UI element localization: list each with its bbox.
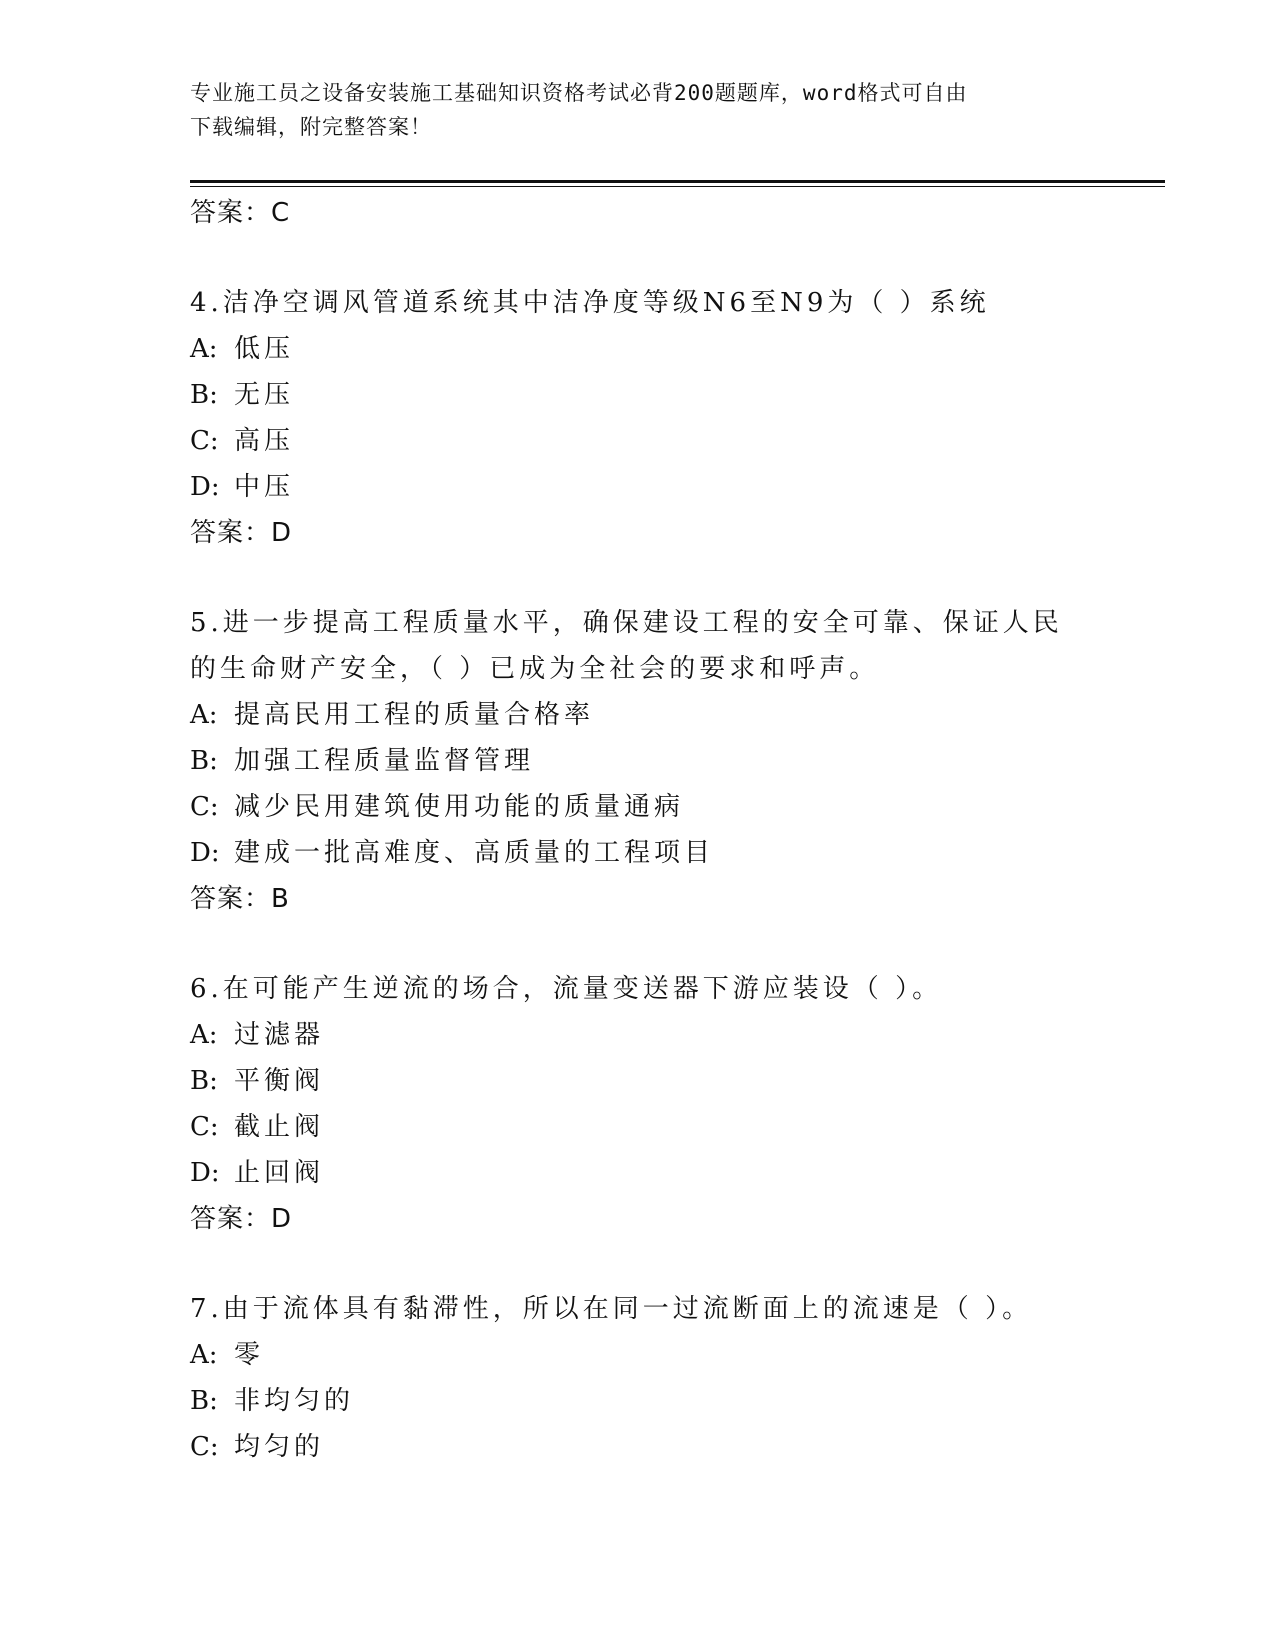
answer-line: 答案：D — [190, 518, 293, 548]
option-letter: B: — [190, 746, 218, 776]
option-b — [190, 372, 1090, 418]
option-text: 无压 — [234, 380, 295, 410]
option-text: 平衡阀 — [234, 1066, 325, 1096]
option-letter: A: — [190, 1340, 218, 1370]
header-rule-thick — [190, 180, 1165, 183]
question-text: 5.进一步提高工程质量水平，确保建设工程的安全可靠、保证人民的生命财产安全，（ ）已成为全社会的要求和呼声。 — [190, 608, 1063, 684]
option-text: 建成一批高难度、高质量的工程项目 — [234, 838, 715, 868]
option-b — [190, 738, 1090, 784]
option-text: 低压 — [234, 334, 295, 364]
option-letter: B: — [190, 380, 218, 410]
option-text: 高压 — [234, 426, 295, 456]
question-list — [190, 190, 1090, 1470]
option-text: 过滤器 — [234, 1020, 325, 1050]
option-letter: B: — [190, 1386, 218, 1416]
option-b — [190, 1058, 1090, 1104]
document-header — [190, 76, 1070, 144]
question-block — [190, 280, 1090, 556]
question-text: 7.由于流体具有黏滞性，所以在同一过流断面上的流速是（ ）。 — [190, 1294, 1033, 1324]
question-block — [190, 1286, 1090, 1470]
option-a — [190, 1332, 1090, 1378]
option-text: 加强工程质量监督管理 — [234, 746, 535, 776]
answer-line: 答案：C — [190, 198, 291, 228]
header-line-2: 下载编辑，附完整答案！ — [190, 115, 432, 139]
option-a — [190, 1012, 1090, 1058]
option-c — [190, 784, 1090, 830]
answer-line: 答案：B — [190, 884, 290, 914]
option-text: 中压 — [234, 472, 295, 502]
question-text: 4.洁净空调风管道系统其中洁净度等级N6至N9为（ ）系统 — [190, 288, 990, 318]
option-text: 提高民用工程的质量合格率 — [234, 700, 595, 730]
option-letter: C: — [190, 792, 219, 822]
answer-line: 答案：D — [190, 1204, 293, 1234]
option-letter: B: — [190, 1066, 218, 1096]
question-block — [190, 966, 1090, 1242]
option-d — [190, 830, 1090, 876]
header-line-1: 专业施工员之设备安装施工基础知识资格考试必背200题题库，word格式可自由 — [190, 81, 968, 105]
question-block — [190, 600, 1090, 922]
option-text: 减少民用建筑使用功能的质量通病 — [234, 792, 685, 822]
option-letter: D: — [190, 838, 220, 868]
option-letter: D: — [190, 472, 220, 502]
option-c — [190, 1104, 1090, 1150]
option-text: 均匀的 — [234, 1432, 325, 1462]
header-rule-thin — [190, 186, 1165, 187]
option-letter: C: — [190, 1432, 219, 1462]
option-letter: D: — [190, 1158, 220, 1188]
option-b — [190, 1378, 1090, 1424]
option-letter: C: — [190, 1112, 219, 1142]
option-d — [190, 464, 1090, 510]
option-c — [190, 1424, 1090, 1470]
option-letter: C: — [190, 426, 219, 456]
option-d — [190, 1150, 1090, 1196]
option-c — [190, 418, 1090, 464]
option-letter: A: — [190, 700, 218, 730]
question-text: 6.在可能产生逆流的场合，流量变送器下游应装设（ ）。 — [190, 974, 943, 1004]
option-letter: A: — [190, 334, 218, 364]
option-a — [190, 692, 1090, 738]
option-text: 止回阀 — [234, 1158, 325, 1188]
option-a — [190, 326, 1090, 372]
option-text: 截止阀 — [234, 1112, 325, 1142]
option-text: 非均匀的 — [234, 1386, 355, 1416]
option-text: 零 — [234, 1340, 265, 1370]
option-letter: A: — [190, 1020, 218, 1050]
